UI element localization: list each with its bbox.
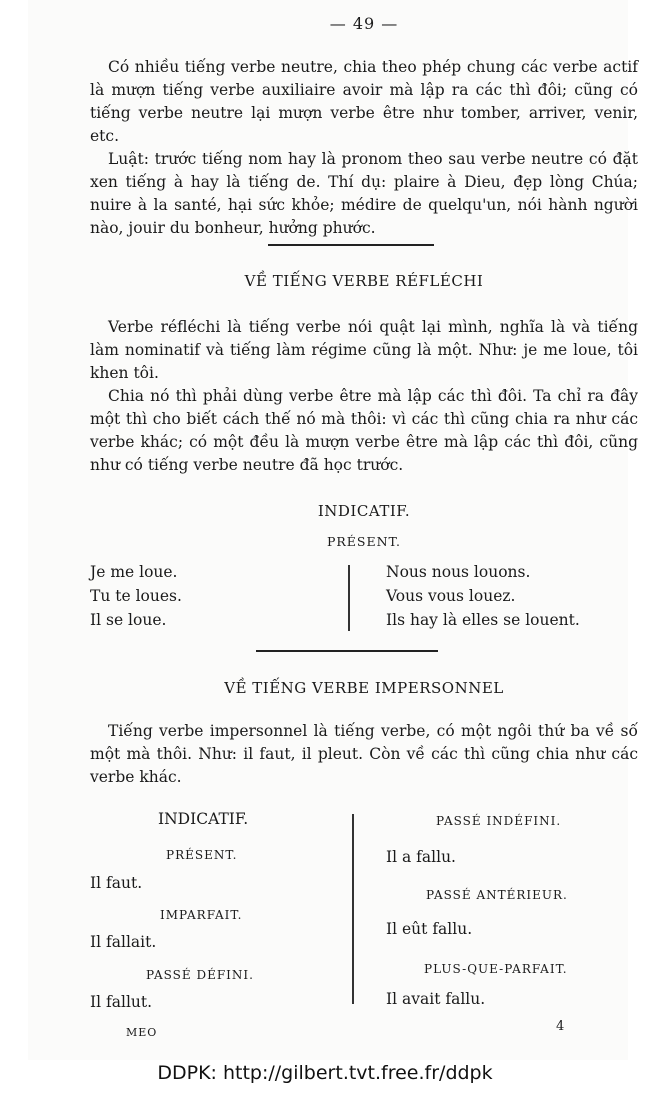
- conj-line: Il fallait.: [90, 933, 157, 951]
- reflechi-mood: INDICATIF.: [317, 502, 411, 520]
- reflechi-conj-right: [386, 560, 580, 632]
- heading-reflechi: VỀ TIẾNG VERBE RÉFLÉCHI: [244, 272, 484, 290]
- printer-signature: MEO: [126, 1026, 158, 1039]
- reflechi-conj-left: [90, 560, 182, 632]
- intro-paragraph-2: Luật: trước tiếng nom hay là pronom theo sau verbe neutre có đặt xen tiếng à hay là tiếng de. Thí dụ: plaire à Dieu, đẹp lòng Chúa; nuire à la santé, hại sức khỏe; médire de quelqu'un, nói hành người nào, jouir du bonheur, hưởng phước.: [90, 150, 638, 237]
- conj-line: Il fallut.: [90, 993, 153, 1011]
- section-divider: [256, 650, 438, 652]
- tense-label: PASSÉ ANTÉRIEUR.: [426, 888, 568, 902]
- column-divider: [348, 565, 350, 631]
- conj-line: Nous nous louons.: [386, 563, 531, 581]
- impersonnel-mood: INDICATIF.: [158, 810, 249, 828]
- reflechi-paragraph-2: Chia nó thì phải dùng verbe être mà lập các thì đôi. Ta chỉ ra đây một thì cho biết cách thế nó mà thôi: vì các thì cũng chia ra như các verbe khác; có một đều là mượn verbe être mà lập các thì đôi, cũng như có tiếng verbe neutre đã học trước.: [90, 387, 638, 474]
- conj-line: Je me loue.: [90, 563, 178, 581]
- column-divider: [352, 814, 354, 1004]
- reflechi-section: [90, 316, 638, 477]
- book-page: [28, 0, 638, 1060]
- conj-line: Il avait fallu.: [386, 990, 486, 1008]
- tense-label: PASSÉ INDÉFINI.: [436, 814, 562, 828]
- intro-section: [90, 56, 638, 240]
- conj-line: Tu te loues.: [90, 587, 182, 605]
- conj-line: Ils hay là elles se louent.: [386, 611, 580, 629]
- conj-line: Il a fallu.: [386, 848, 456, 866]
- tense-label: PRÉSENT.: [166, 848, 238, 862]
- conj-line: Il eût fallu.: [386, 920, 473, 938]
- reflechi-tense: PRÉSENT.: [326, 534, 402, 549]
- tense-label: PASSÉ DÉFINI.: [146, 968, 254, 982]
- conj-line: Il se loue.: [90, 611, 167, 629]
- tense-label: IMPARFAIT.: [160, 908, 243, 922]
- impersonnel-paragraph-1: Tiếng verbe impersonnel là tiếng verbe, có một ngôi thứ ba về số một mà thôi. Như: il faut, il pleut. Còn về các thì cũng chia như các verbe khác.: [90, 722, 638, 786]
- section-divider: [268, 244, 434, 246]
- intro-paragraph-1: Có nhiều tiếng verbe neutre, chia theo phép chung các verbe actif là mượn tiếng verbe auxiliaire avoir mà lập ra các thì đôi; cũng có tiếng verbe neutre lại mượn verbe être như tomber, arriver, venir, etc.: [90, 58, 638, 145]
- heading-impersonnel: VỀ TIẾNG VERBE IMPERSONNEL: [224, 679, 504, 697]
- source-footer[interactable]: DDPK: http://gilbert.tvt.free.fr/ddpk: [157, 1062, 493, 1084]
- tense-label: PLUS-QUE-PARFAIT.: [424, 962, 568, 976]
- sheet-number: 4: [556, 1019, 565, 1034]
- conj-line: Vous vous louez.: [386, 587, 516, 605]
- reflechi-paragraph-1: Verbe réfléchi là tiếng verbe nói quật lại mình, nghĩa là và tiếng làm nominatif và tiếng làm régime cũng là một. Như: je me loue, tôi khen tôi.: [90, 318, 638, 382]
- impersonnel-section: [90, 720, 638, 789]
- page-number: — 49 —: [329, 14, 399, 33]
- conj-line: Il faut.: [90, 874, 143, 892]
